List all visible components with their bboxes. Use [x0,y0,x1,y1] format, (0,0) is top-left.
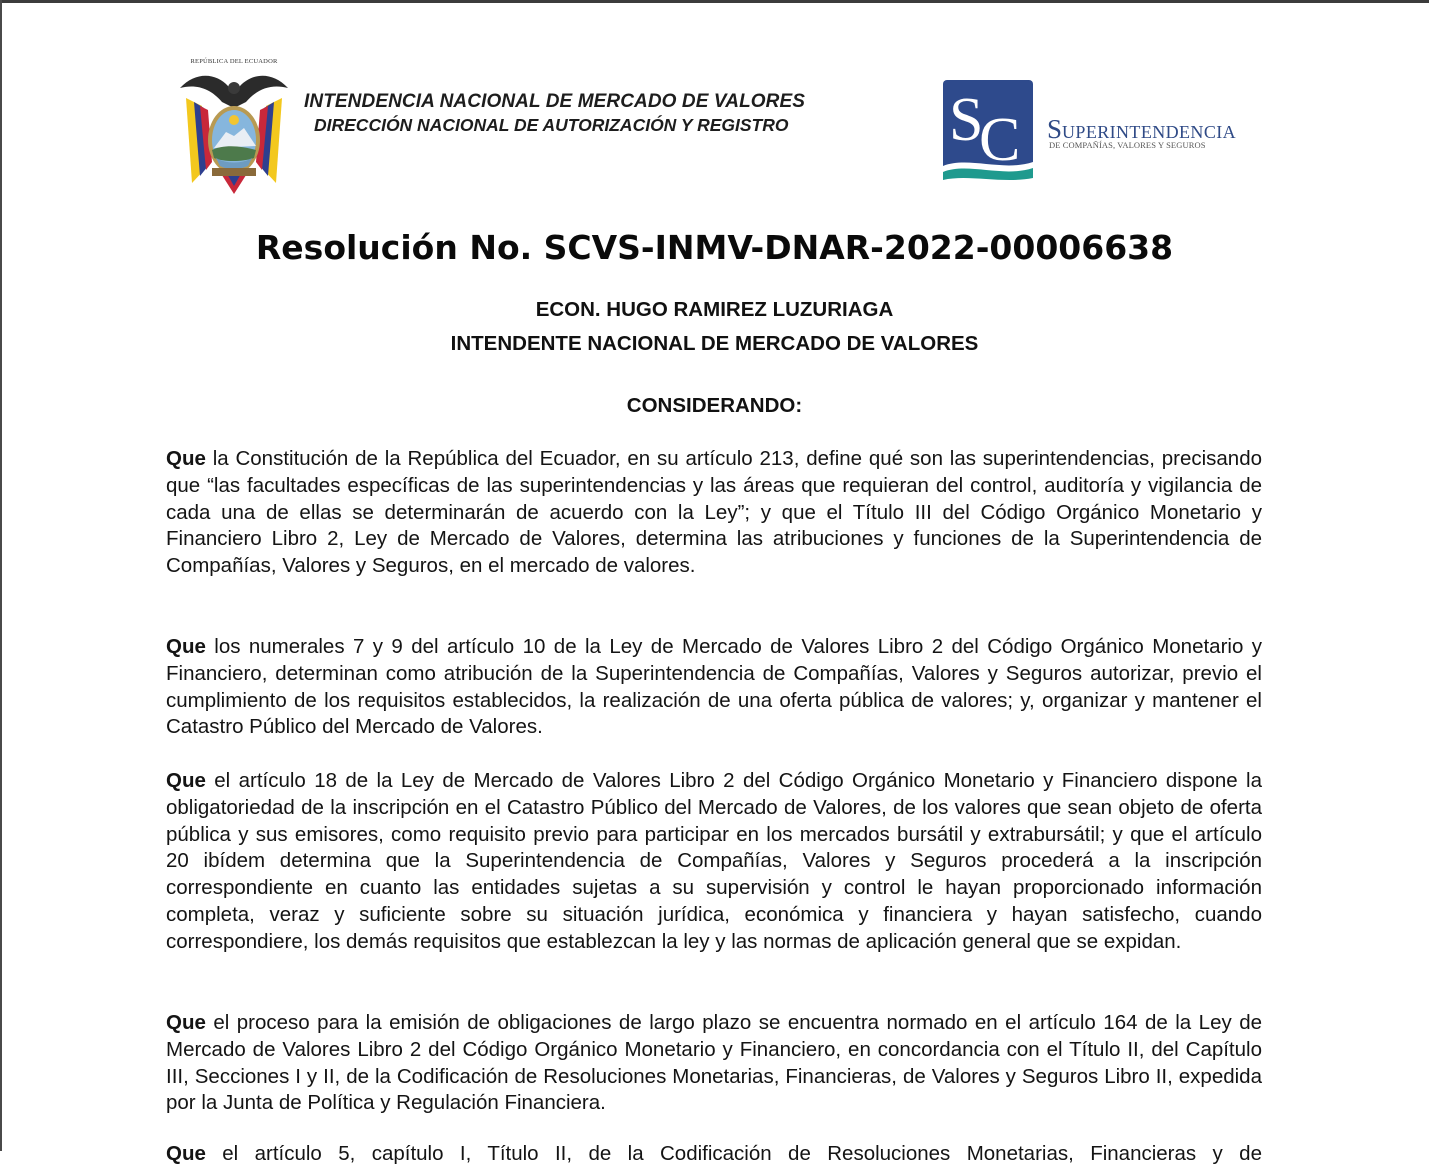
superintendencia-name-rest: UPERINTENDENCIA [1062,122,1237,142]
ecuador-coat-of-arms-logo [172,58,296,198]
coat-of-arms-icon [172,58,296,198]
paragraph-text: el artículo 18 de la Ley de Mercado de Valores Libro 2 del Código Orgánico Monetario y Financiero dispone la obligatoriedad de la inscripción en el Catastro Público del Mercado de Valores, de los valores que sean objeto de oferta pública y sus emisores, como requisito previo para participar en los mercados bursátil y extrabursátil; y que el artículo 20 ibídem determina que la Superintendencia de Compañías, Valores y Seguros procederá a la inscripción correspondiente en cuanto las entidades sujetas a su supervisión y control le hayan proporcionado información completa, veraz y suficiente sobre su situación jurídica, económica y financiera y hayan satisfecho, cuando correspondiere, los demás requisitos que establezcan la ley y las normas de aplicación general que se expidan. [166,769,1262,953]
paragraph-lead: Que [166,769,206,792]
paragraph-lead: Que [166,1142,206,1165]
considerando-paragraph [166,1010,1262,1117]
superintendencia-name-initial: S [1047,114,1063,144]
considerando-paragraph [166,1141,1262,1168]
coat-of-arms-label: REPÚBLICA DEL ECUADOR [190,58,278,65]
paragraph-text: el proceso para la emisión de obligaciones de largo plazo se encuentra normado en el artículo 164 de la Ley de Mercado de Valores Libro 2 del Código Orgánico Monetario y Financiero, en concordancia con el Título II, del Capítulo III, Secciones I y II, de la Codificación de Resoluciones Monetarias, Financieras, de Valores y Seguros Libro II, expedida por la Junta de Política y Regulación Financiera. [166,1011,1262,1115]
considerando-paragraph [166,634,1262,741]
sc-monogram-icon [943,80,1033,182]
clipped-paragraph-container [166,1141,1262,1165]
paragraph-lead: Que [166,447,206,470]
sc-initial-c: C [979,106,1021,174]
resolution-title: Resolución No. SCVS-INMV-DNAR-2022-00006638 [255,228,1174,267]
section-heading: CONSIDERANDO: [626,394,803,417]
header-institution-name: INTENDENCIA NACIONAL DE MERCADO DE VALORES [304,91,806,112]
superintendencia-subtitle: DE COMPAÑÍAS, VALORES Y SEGUROS [1049,140,1206,150]
paragraph-text: la Constitución de la República del Ecuador, en su artículo 213, define qué son las superintendencias, precisando que “las facultades específicas de las superintendencias y las áreas que requieran del control, auditoría y vigilancia de cada una de ellas se determinarán de acuerdo con la Ley”; y que el Título III del Código Orgánico Monetario y Financiero Libro 2, Ley de Mercado de Valores, determina las atribuciones y funciones de la Superintendencia de Compañías, Valores y Seguros, en el mercado de valores. [166,447,1262,578]
considerando-paragraph [166,446,1262,580]
considerando-paragraph [166,768,1262,956]
official-name: ECON. HUGO RAMIREZ LUZURIAGA [535,298,894,321]
paragraph-text: el artículo 5, capítulo I, Título II, de la Codificación de Resoluciones Monetarias, Financieras y de [205,1142,1262,1165]
paragraph-lead: Que [166,635,206,658]
header-department-name: DIRECCIÓN NACIONAL DE AUTORIZACIÓN Y REGISTRO [314,115,789,135]
official-title: INTENDENTE NACIONAL DE MERCADO DE VALORES [450,332,979,355]
paragraph-lead: Que [166,1011,206,1034]
sc-initial-s: S [949,86,984,154]
paragraph-text: los numerales 7 y 9 del artículo 10 de la Ley de Mercado de Valores Libro 2 del Código Orgánico Monetario y Financiero, determinan como atribución de la Superintendencia de Compañías, Valores y Seguros autorizar, previo el cumplimiento de los requisitos establecidos, la realización de una oferta pública de valores; y, organizar y mantener el Catastro Público del Mercado de Valores. [166,635,1262,739]
superintendencia-sc-logo [943,80,1033,182]
